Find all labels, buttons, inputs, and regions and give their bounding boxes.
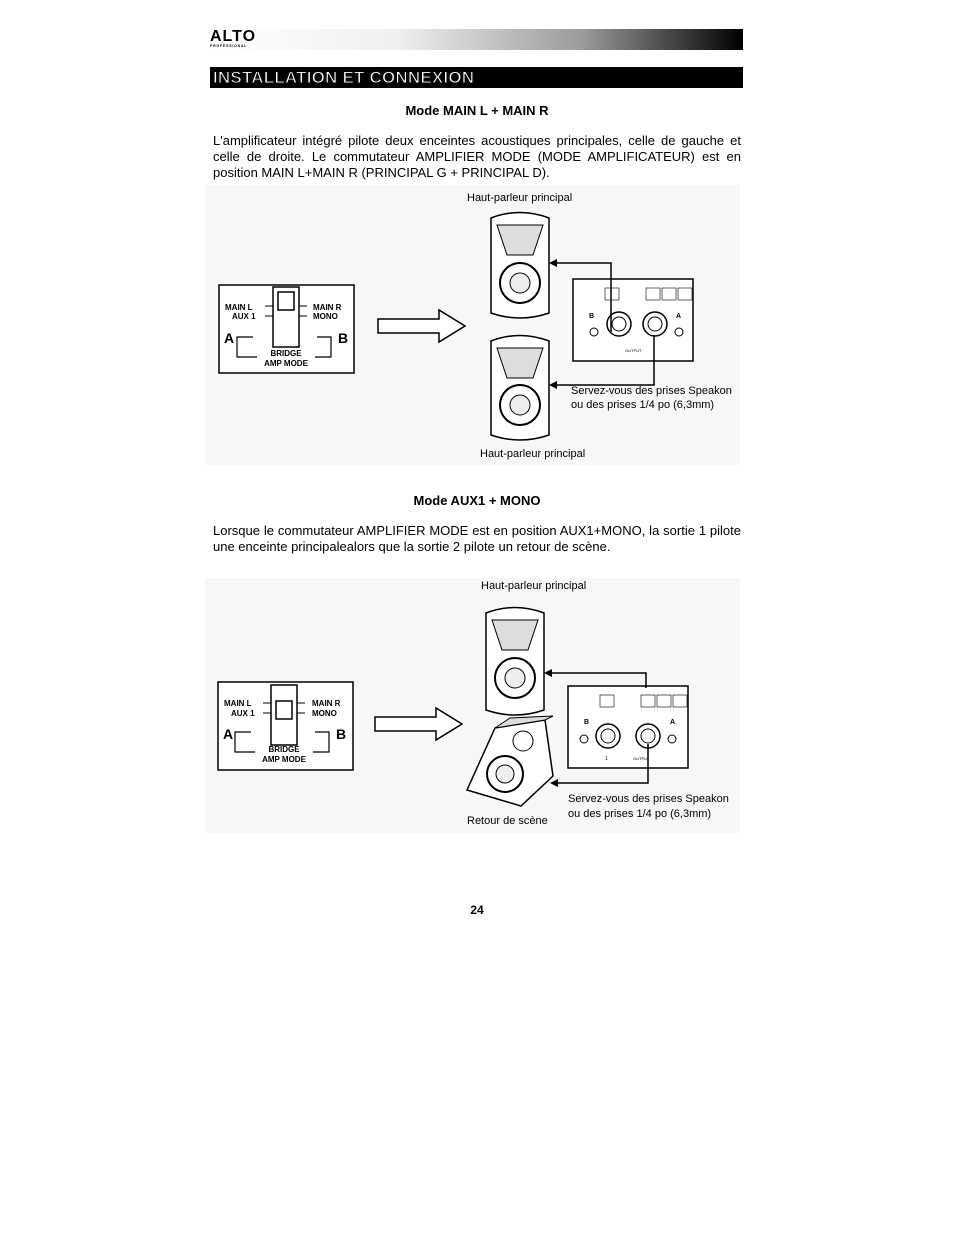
svg-text:B: B xyxy=(338,330,349,346)
svg-text:MAIN R: MAIN R xyxy=(312,699,341,708)
amp-output-panel xyxy=(573,279,693,361)
mode2-caption-side-2: ou des prises 1/4 po (6,3mm) xyxy=(568,808,712,820)
svg-text:AUX 1: AUX 1 xyxy=(232,312,256,321)
main-speaker-icon xyxy=(491,336,549,441)
svg-text:MAIN L: MAIN L xyxy=(225,303,253,312)
svg-text:B: B xyxy=(589,313,595,320)
svg-text:A: A xyxy=(223,726,234,742)
main-speaker-icon xyxy=(486,608,544,716)
mode1-caption-top: Haut-parleur principal xyxy=(467,192,573,204)
svg-text:MAIN L: MAIN L xyxy=(224,699,252,708)
mode1-paragraph: L'amplificateur intégré pilote deux enceintes acoustiques principales, celle de gauche et celle de droite. Le commutateur AMPLIFIER MODE (MODE AMPLIFICATEUR) est en position MAIN L+MAIN R (PRINCIPAL G + PRINCIPAL D). xyxy=(213,133,741,180)
mode2-caption-monitor: Retour de scène xyxy=(467,815,548,827)
main-speaker-icon xyxy=(491,213,549,319)
mode2-paragraph: Lorsque le commutateur AMPLIFIER MODE est en position AUX1+MONO, la sortie 1 pilote une enceinte principalealors que la sortie 2 pilote un retour de scène. xyxy=(213,523,741,554)
mode1-heading: Mode MAIN L + MAIN R xyxy=(405,103,549,118)
alto-logo: ALTO PROFESSIONAL xyxy=(210,28,257,48)
svg-text:MONO: MONO xyxy=(312,709,337,718)
svg-text:A: A xyxy=(676,313,682,320)
svg-text:BRIDGE: BRIDGE xyxy=(268,745,300,754)
svg-text:AUX 1: AUX 1 xyxy=(231,709,255,718)
mode1-caption-side-1: Servez-vous des prises Speakon xyxy=(571,385,732,397)
svg-text:OUTPUT: OUTPUT xyxy=(625,348,642,353)
svg-text:AMP MODE: AMP MODE xyxy=(264,359,308,368)
svg-text:BRIDGE: BRIDGE xyxy=(270,349,302,358)
svg-text:B: B xyxy=(336,726,347,742)
svg-text:MONO: MONO xyxy=(313,312,338,321)
mode2-caption-top: Haut-parleur principal xyxy=(481,580,587,592)
amp-mode-switch-panel xyxy=(218,682,353,770)
amp-output-panel xyxy=(568,686,688,768)
mode2-caption-side-1: Servez-vous des prises Speakon xyxy=(568,793,729,805)
svg-text:1: 1 xyxy=(605,756,608,762)
svg-text:A: A xyxy=(224,330,235,346)
svg-text:MAIN R: MAIN R xyxy=(313,303,342,312)
header-gradient-bar xyxy=(210,29,743,50)
amp-mode-switch-panel xyxy=(219,285,354,373)
page-number: 24 xyxy=(470,903,484,917)
mode1-diagram xyxy=(205,185,740,465)
svg-text:AMP MODE: AMP MODE xyxy=(262,755,306,764)
section-title: INSTALLATION ET CONNEXION xyxy=(213,68,475,87)
svg-text:B: B xyxy=(584,719,590,726)
mode2-heading: Mode AUX1 + MONO xyxy=(413,493,541,508)
section-title-bar xyxy=(210,67,743,88)
svg-text:OUTPUT: OUTPUT xyxy=(633,756,650,761)
mode1-caption-bottom: Haut-parleur principal xyxy=(480,448,586,460)
mode1-caption-side-2: ou des prises 1/4 po (6,3mm) xyxy=(571,399,715,411)
svg-text:A: A xyxy=(670,719,676,726)
